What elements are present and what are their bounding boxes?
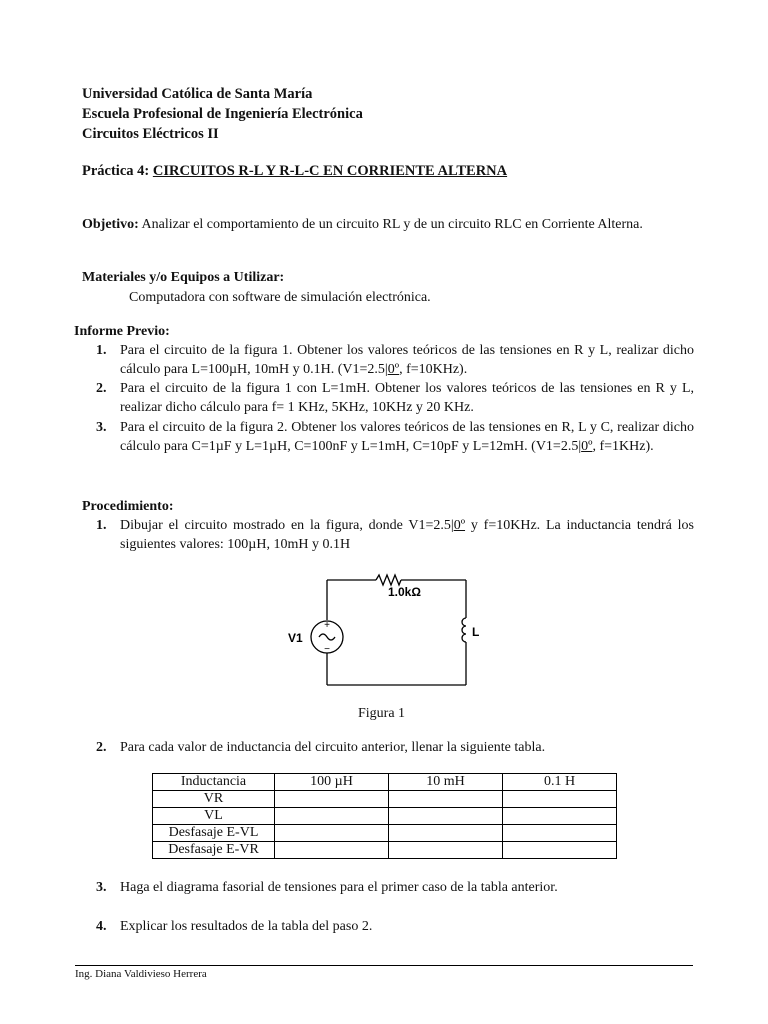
informe-item-2: Para el circuito de la figura 1 con L=1mH. Obtener los valores teóricos de las tensiones en R y L, realizar dicho cálculo para f= 1 KHz, 5KHz, 10KHz y 20 KHz. (120, 381, 694, 415)
informe-item-2-number: 2. (96, 381, 107, 396)
table-header-cell: 10 mH (389, 774, 503, 791)
objective-text: Analizar el comportamiento de un circuito RL y de un circuito RLC en Corriente Alterna. (141, 217, 643, 232)
informe-label: Informe Previo: (74, 324, 170, 339)
table-cell[interactable] (503, 842, 617, 859)
table-cell[interactable] (275, 842, 389, 859)
inductor-symbol (462, 618, 466, 642)
table-cell[interactable] (389, 791, 503, 808)
step-2-number: 2. (96, 740, 107, 755)
course-name: Circuitos Eléctricos II (82, 126, 219, 142)
materials-label: Materiales y/o Equipos a Utilizar: (82, 270, 285, 285)
materials-text: Computadora con software de simulación electrónica. (129, 290, 431, 305)
informe-item-3-number: 3. (96, 420, 107, 435)
table-cell[interactable] (389, 842, 503, 859)
sine-wave-icon (319, 634, 335, 640)
table-header-row (153, 774, 617, 791)
practice-heading (82, 162, 507, 181)
table-cell[interactable] (503, 791, 617, 808)
practice-label: Práctica 4: (82, 163, 150, 179)
school-name: Escuela Profesional de Ingeniería Electrónica (82, 106, 363, 122)
informe-item-3-text: Para el circuito de la figura 2. Obtener los valores teóricos de las tensiones en R, L y C, realizar dicho cálculo para C=1µF y L=1µH, C=100nF y L=1mH, C=10pF y L=12mH. (V1=2.5| (120, 420, 694, 454)
table-row-label: Desfasaje E-VL (153, 825, 275, 842)
table-row (153, 808, 617, 825)
resistor-symbol (376, 575, 401, 585)
informe-item-3-tail: , f=1KHz). (592, 439, 654, 454)
informe-item-1-number: 1. (96, 343, 107, 358)
informe-item-1-tail: , f=10KHz). (399, 362, 468, 377)
table-row-label: Desfasaje E-VR (153, 842, 275, 859)
table-cell[interactable] (389, 825, 503, 842)
table-cell[interactable] (275, 825, 389, 842)
step-1 (120, 516, 694, 554)
table-cell[interactable] (275, 808, 389, 825)
inductor-label: L (472, 625, 480, 639)
table-row (153, 825, 617, 842)
table-row-label: VR (153, 791, 275, 808)
table-row (153, 791, 617, 808)
informe-item-1-text: Para el circuito de la figura 1. Obtener los valores teóricos de las tensiones en R y L, realizar dicho cálculo para L=100µH, 10mH y 0.1H. (V1=2.5| (120, 343, 694, 377)
table-header-cell: 100 µH (275, 774, 389, 791)
table-header-cell: 0.1 H (503, 774, 617, 791)
angle-value: 0º (387, 362, 400, 377)
practice-title: CIRCUITOS R-L Y R-L-C EN CORRIENTE ALTERNA (152, 163, 508, 179)
informe-item-3 (120, 418, 694, 456)
step-1-text: Dibujar el circuito mostrado en la figura, donde V1=2.5| (120, 518, 454, 533)
table-cell[interactable] (503, 808, 617, 825)
circuit-figure (270, 565, 510, 695)
objective-paragraph (82, 215, 694, 234)
angle-value: 0º (581, 439, 593, 454)
source-minus-label: − (324, 644, 330, 655)
footer-divider (75, 965, 693, 966)
source-plus-label: + (324, 620, 330, 631)
step-1-tail: y f=10KHz. La inductancia tendrá los siguientes valores: 100µH, 10mH y 0.1H (120, 518, 694, 552)
procedimiento-label: Procedimiento: (82, 499, 174, 514)
university-name: Universidad Católica de Santa María (82, 86, 313, 102)
resistor-label: 1.0kΩ (388, 585, 421, 599)
inductance-table (152, 773, 617, 859)
table-cell[interactable] (275, 791, 389, 808)
step-3: Haga el diagrama fasorial de tensiones para el primer caso de la tabla anterior. (120, 880, 558, 895)
figure-caption: Figura 1 (358, 706, 406, 721)
step-1-number: 1. (96, 518, 107, 533)
informe-item-1 (120, 341, 694, 379)
table-cell[interactable] (503, 825, 617, 842)
footer-author: Ing. Diana Valdivieso Herrera (75, 968, 207, 980)
step-4-number: 4. (96, 919, 107, 934)
step-3-number: 3. (96, 880, 107, 895)
step-4: Explicar los resultados de la tabla del paso 2. (120, 919, 373, 934)
source-label: V1 (288, 631, 303, 645)
table-header-cell: Inductancia (153, 774, 275, 791)
table-row (153, 842, 617, 859)
table-row-label: VL (153, 808, 275, 825)
objective-label: Objetivo: (82, 217, 139, 232)
table-cell[interactable] (389, 808, 503, 825)
step-2: Para cada valor de inductancia del circuito anterior, llenar la siguiente tabla. (120, 740, 546, 755)
angle-value: 0º (453, 518, 466, 533)
